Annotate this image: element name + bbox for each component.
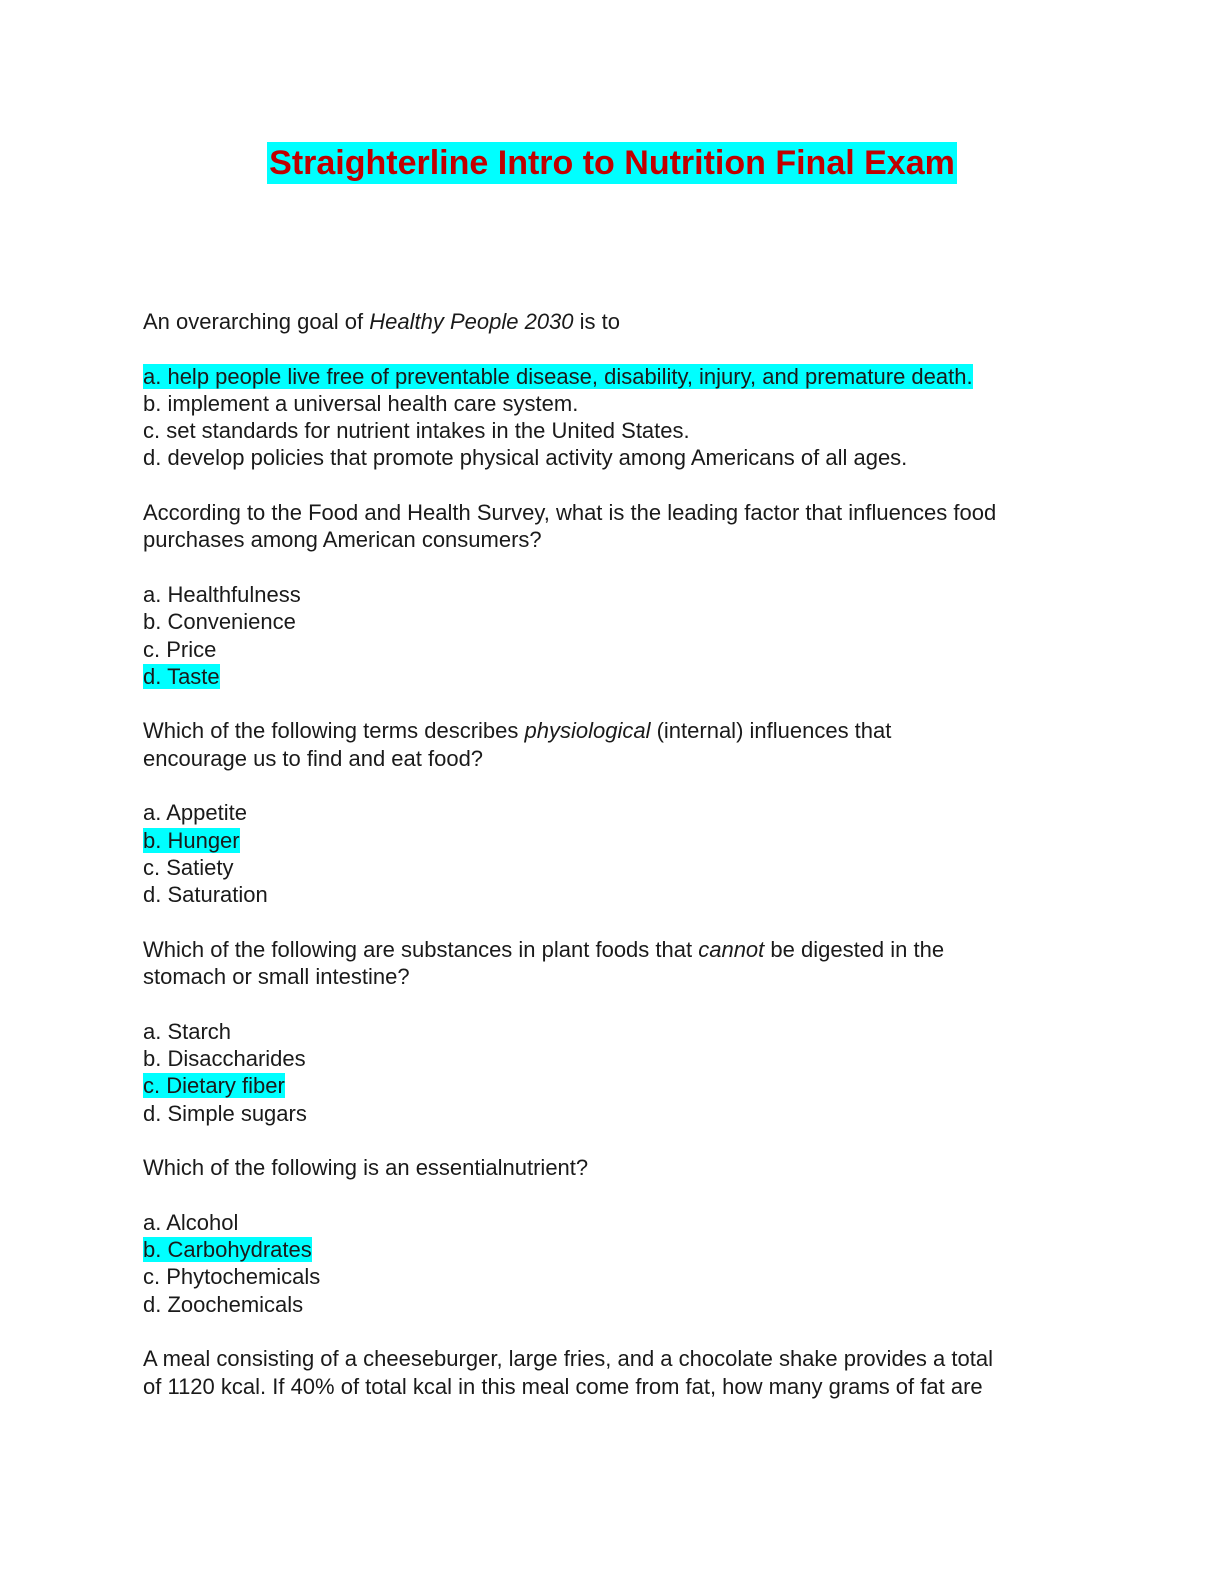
question-stem-continued: of 1120 kcal. If 40% of total kcal in this meal come from fat, how many grams of fat are (143, 1373, 983, 1399)
answer-option: b. Convenience (143, 609, 296, 635)
question-stem: An overarching goal of Healthy People 2030 is to (143, 309, 620, 334)
title-block (0, 142, 1224, 184)
answer-option: b. Disaccharides (143, 1046, 306, 1072)
answer-option: c. Phytochemicals (143, 1264, 321, 1290)
answer-option-correct: b. Carbohydrates (143, 1237, 312, 1263)
exam-content (143, 308, 1083, 1400)
answer-option: c. Price (143, 636, 217, 662)
answer-option: d. Simple sugars (143, 1100, 307, 1126)
answer-option: a. Starch (143, 1018, 232, 1044)
answer-option: d. Saturation (143, 882, 268, 908)
answer-option: c. Satiety (143, 854, 234, 880)
answer-option-correct: d. Taste (143, 663, 220, 689)
answer-option-correct: a. help people live free of preventable disease, disability, injury, and premature death. (143, 363, 973, 389)
question-stem: Which of the following are substances in plant foods that cannot be digested in the (143, 936, 945, 962)
question-3 (143, 717, 1083, 908)
answer-option: a. Alcohol (143, 1209, 239, 1235)
question-stem-continued: purchases among American consumers? (143, 527, 542, 553)
question-6 (143, 1345, 1083, 1400)
question-stem-continued: encourage us to find and eat food? (143, 745, 484, 771)
question-stem: A meal consisting of a cheeseburger, large fries, and a chocolate shake provides a total (143, 1346, 993, 1372)
answer-option: a. Appetite (143, 800, 247, 826)
answer-option-correct: b. Hunger (143, 827, 240, 853)
answer-option: b. implement a universal health care system. (143, 390, 579, 416)
question-4 (143, 936, 1083, 1127)
answer-option-correct: c. Dietary fiber (143, 1073, 285, 1099)
question-stem: According to the Food and Health Survey, what is the leading factor that influences food (143, 500, 997, 526)
page-title: Straighterline Intro to Nutrition Final Exam (269, 144, 955, 182)
question-stem: Which of the following terms describes physiological (internal) influences that (143, 718, 892, 744)
question-5 (143, 1154, 1083, 1318)
answer-option: a. Healthfulness (143, 581, 301, 607)
answer-option: c. set standards for nutrient intakes in the United States. (143, 418, 690, 444)
question-stem-continued: stomach or small intestine? (143, 964, 410, 990)
answer-option: d. develop policies that promote physical activity among Americans of all ages. (143, 445, 908, 471)
question-stem: Which of the following is an essentialnutrient? (143, 1155, 589, 1181)
question-2 (143, 499, 1083, 690)
question-1 (143, 308, 1083, 472)
answer-option: d. Zoochemicals (143, 1291, 304, 1317)
